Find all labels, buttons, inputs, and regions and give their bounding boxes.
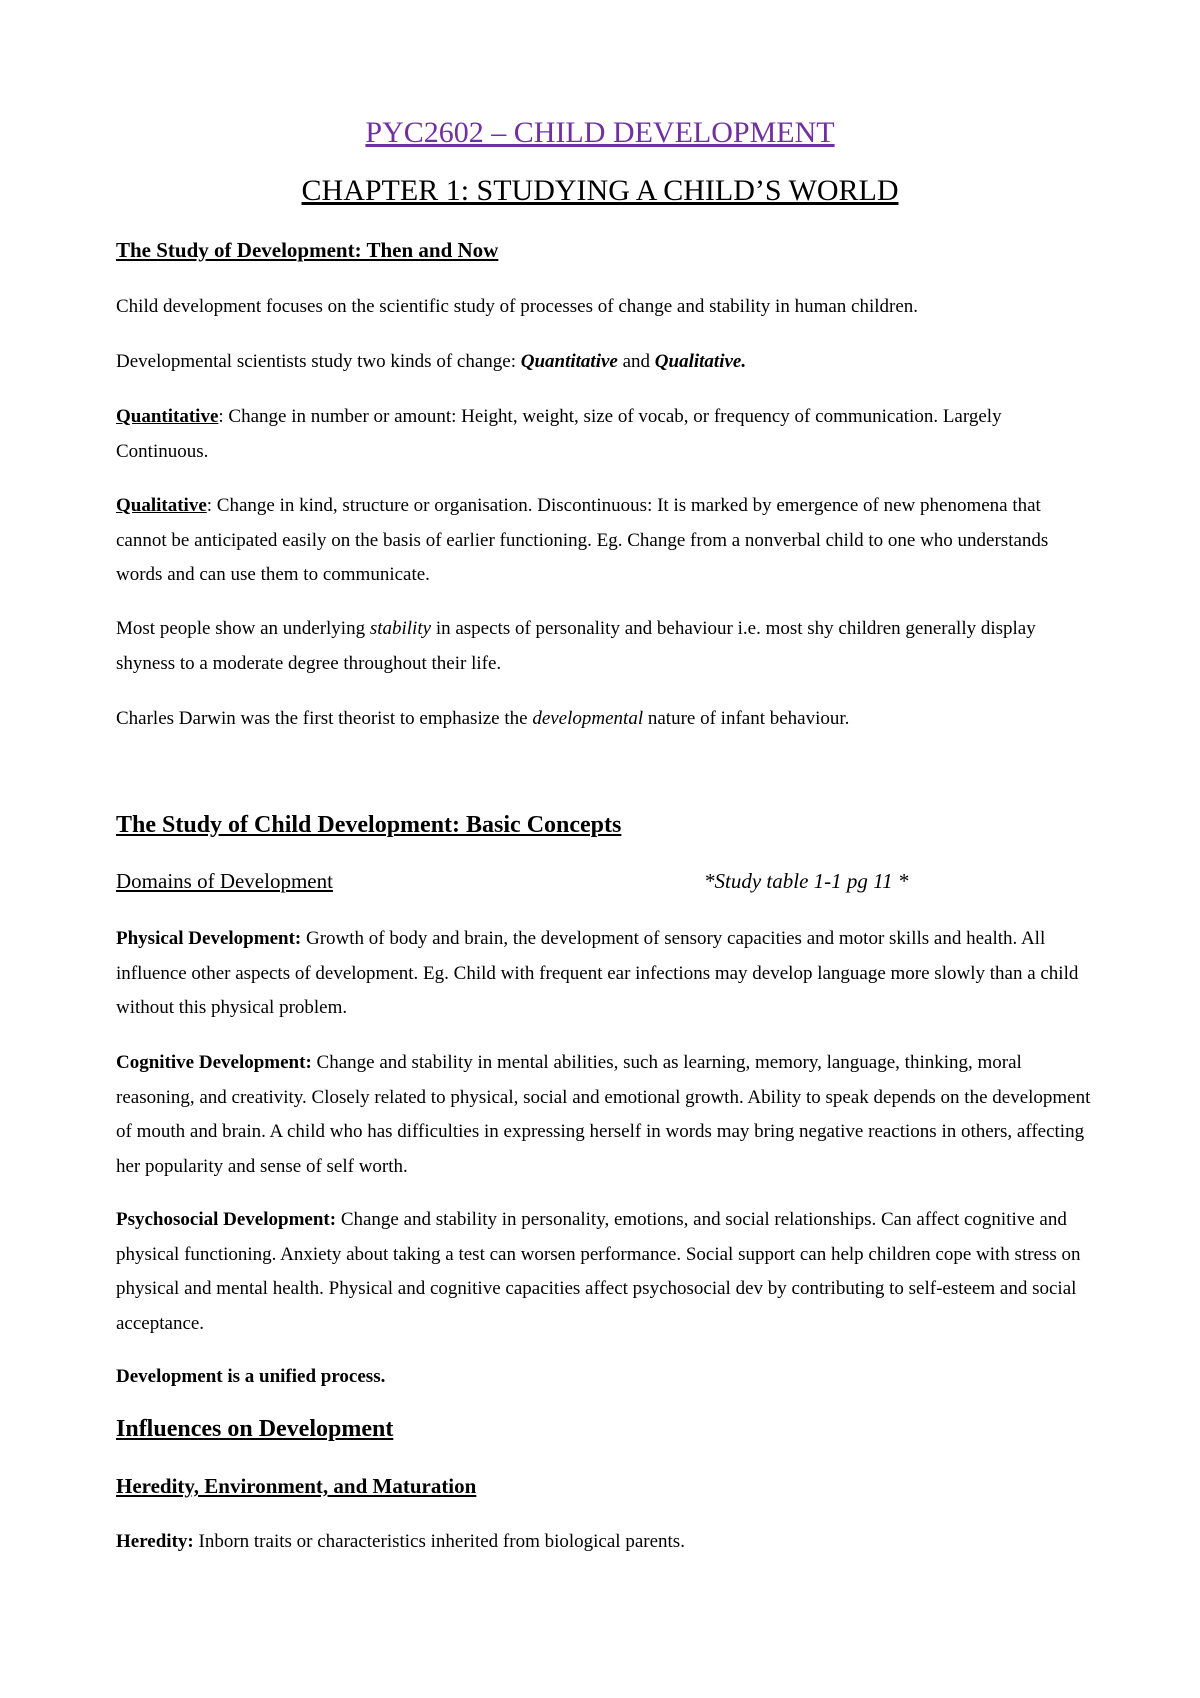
paragraph-unified-process: Development is a unified process.: [116, 1366, 386, 1387]
term-quantitative: Quantitative: [520, 351, 618, 372]
emphasis-stability: stability: [369, 618, 432, 639]
term-cognitive-development: Cognitive Development:: [116, 1052, 312, 1073]
paragraph-definition: Child development focuses on the scientific study of processes of change and stability in human children.: [116, 296, 919, 317]
section-heading-then-and-now: The Study of Development: Then and Now: [116, 238, 499, 262]
text-run: Most people show an underlying: [116, 618, 370, 639]
text-run: nature of infant behaviour.: [643, 708, 850, 729]
text-run: Change and stability in mental abilities, such as learning, memory, language, thinking, moral reasoning, and creativity. Closely related to physical, social and emotional growth. Ability to speak depends on the development of mouth and brain. A child who has difficulties in expressing herself in words may bring negative reactions in others, affecting her popularity and sense of self worth.: [116, 1052, 1091, 1177]
text-run: and: [617, 351, 655, 372]
text-run: Developmental scientists study two kinds of change:: [116, 351, 521, 372]
paragraph-qualitative: [116, 489, 1092, 593]
paragraph-two-kinds-of-change: [116, 345, 1092, 380]
text-run: Growth of body and brain, the development of sensory capacities and motor skills and health. All influence other aspects of development. Eg. Child with frequent ear infections may develop language more slowly than a child without this physical problem.: [116, 928, 1079, 1018]
paragraph-stability: [116, 612, 1092, 681]
paragraph-heredity: [116, 1525, 1092, 1560]
text-run: Change and stability in personality, emotions, and social relationships. Can affect cognitive and physical functioning. Anxiety about taking a test can worsen performance. Social support can help children cope with stress on physical and mental health. Physical and cognitive capacities affect psychosocial dev by contributing to self-esteem and social acceptance.: [116, 1209, 1081, 1334]
term-physical-development: Physical Development:: [116, 928, 302, 949]
text-run: : Change in kind, structure or organisation. Discontinuous: It is marked by emergence of new phenomena that cannot be anticipated easily on the basis of earlier functioning. Eg. Change from a nonverbal child to one who understands words and can use them to communicate.: [116, 495, 1049, 585]
text-run: in aspects of personality and behaviour i.e. most shy children generally display shyness to a moderate degree throughout their life.: [116, 618, 1036, 674]
chapter-title: CHAPTER 1: STUDYING A CHILD’S WORLD: [301, 174, 899, 207]
paragraph-psychosocial-development: [116, 1203, 1092, 1341]
paragraph-quantitative: [116, 400, 1092, 469]
text-run: Charles Darwin was the first theorist to emphasize the: [116, 708, 533, 729]
paragraph-physical-development: [116, 922, 1092, 1026]
term-quantitative-label: Quantitative: [116, 406, 219, 427]
emphasis-developmental: developmental: [532, 708, 644, 729]
section-heading-influences: Influences on Development: [116, 1416, 394, 1442]
term-psychosocial-development: Psychosocial Development:: [116, 1209, 337, 1230]
course-title: PYC2602 – CHILD DEVELOPMENT: [365, 116, 835, 149]
text-run: : Change in number or amount: Height, weight, size of vocab, or frequency of communication. Largely Continuous.: [116, 406, 1002, 462]
study-note: *Study table 1-1 pg 11 *: [704, 869, 909, 893]
term-qualitative-label: Qualitative: [116, 495, 207, 516]
subheading-heredity-environment-maturation: Heredity, Environment, and Maturation: [116, 1474, 477, 1498]
term-heredity: Heredity:: [116, 1531, 194, 1552]
section-heading-basic-concepts: The Study of Child Development: Basic Concepts: [116, 812, 622, 838]
text-run: Inborn traits or characteristics inherited from biological parents.: [193, 1531, 685, 1552]
term-qualitative: Qualitative.: [654, 351, 747, 372]
paragraph-darwin: [116, 702, 1092, 737]
paragraph-cognitive-development: [116, 1046, 1092, 1184]
subheading-domains: Domains of Development: [116, 869, 333, 893]
